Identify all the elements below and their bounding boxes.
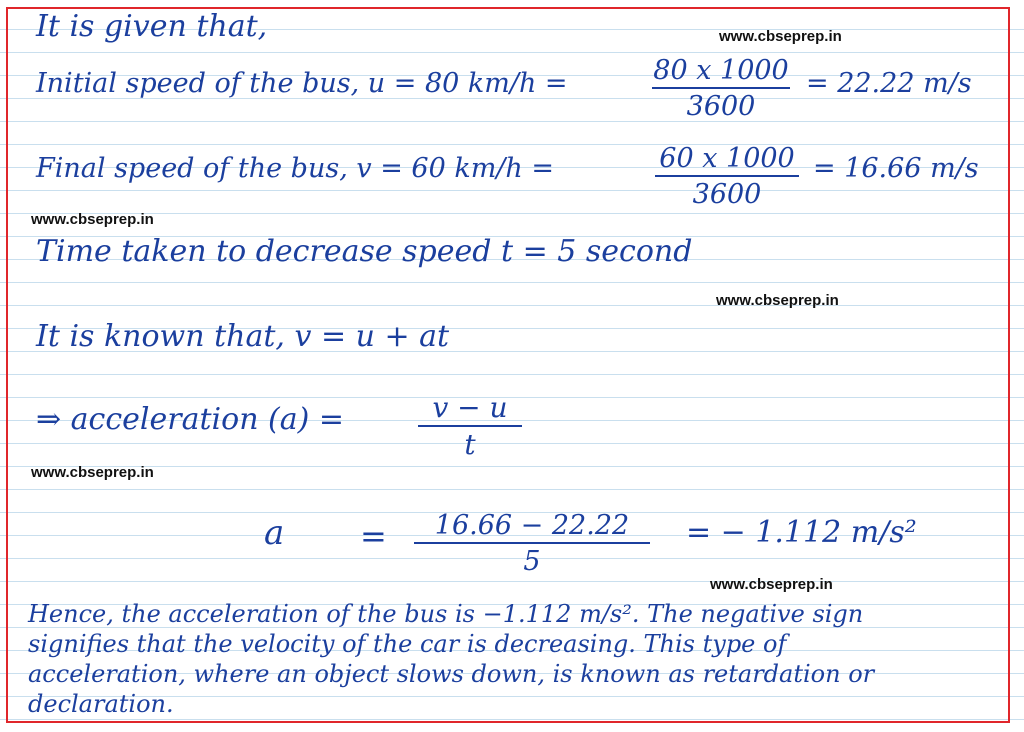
- initial-speed-result: = 22.22 m/s: [806, 68, 972, 99]
- acceleration-fraction: [418, 391, 522, 461]
- final-speed-label: Final speed of the bus, v = 60 km/h =: [36, 153, 554, 184]
- final-speed-fraction: [655, 145, 799, 208]
- fraction-denominator: 3600: [686, 91, 756, 122]
- fraction-numerator: 60 x 1000: [659, 143, 795, 174]
- final-speed-result: = 16.66 m/s: [813, 153, 979, 184]
- known-line: It is known that, v = u + at: [36, 319, 450, 354]
- time-line: Time taken to decrease speed t = 5 second: [36, 234, 693, 269]
- a-equals: =: [360, 517, 387, 555]
- fraction-numerator: 80 x 1000: [653, 55, 789, 86]
- fraction-numerator: v − u: [432, 391, 508, 424]
- initial-speed-fraction: [652, 57, 790, 120]
- conclusion-line-2: signifies that the velocity of the car is decreasing. This type of: [28, 630, 787, 658]
- fraction-numerator: 16.66 − 22.22: [434, 510, 630, 541]
- a-symbol: a: [264, 513, 285, 553]
- fraction-denominator: 3600: [692, 179, 762, 210]
- watermark: www.cbseprep.in: [710, 576, 833, 593]
- conclusion-line-3: acceleration, where an object slows down, is known as retardation or: [28, 660, 875, 688]
- fraction-bar: [652, 87, 790, 89]
- a-fraction: [414, 512, 650, 575]
- conclusion-line-4: declaration.: [28, 690, 174, 718]
- fraction-denominator: 5: [523, 546, 541, 577]
- given-line: It is given that,: [36, 9, 268, 44]
- fraction-bar: [418, 425, 522, 427]
- watermark: www.cbseprep.in: [31, 464, 154, 481]
- fraction-denominator: t: [464, 428, 476, 461]
- fraction-bar: [414, 542, 650, 544]
- watermark: www.cbseprep.in: [31, 211, 154, 228]
- acceleration-label: ⇒ acceleration (a) =: [36, 402, 345, 437]
- conclusion-line-1: Hence, the acceleration of the bus is −1.112 m/s². The negative sign: [28, 600, 864, 628]
- watermark: www.cbseprep.in: [716, 292, 839, 309]
- a-result: = − 1.112 m/s²: [686, 515, 917, 550]
- initial-speed-label: Initial speed of the bus, u = 80 km/h =: [36, 68, 568, 99]
- fraction-bar: [655, 175, 799, 177]
- watermark: www.cbseprep.in: [719, 28, 842, 45]
